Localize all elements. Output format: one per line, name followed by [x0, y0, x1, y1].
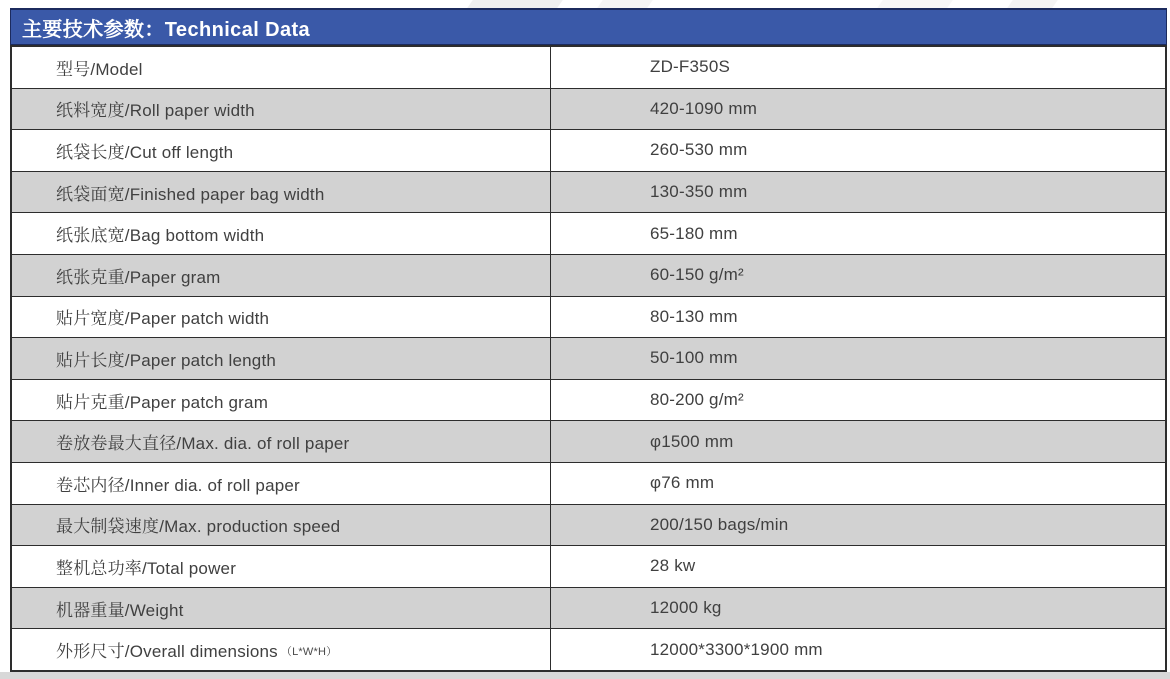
background-decoration — [0, 0, 1170, 8]
spec-label: 纸张克重/Paper gram — [56, 267, 221, 287]
spec-label: 卷放卷最大直径/Max. dia. of roll paper — [56, 434, 350, 454]
table-row-max-roll-diameter — [12, 421, 1165, 463]
spec-value: φ1500 mm — [650, 431, 734, 451]
background-streak — [874, 0, 955, 8]
spec-value-cell — [551, 588, 1165, 629]
spec-label: 外形尺寸/Overall dimensions — [56, 642, 278, 662]
table-row-patch-width — [12, 297, 1165, 339]
spec-label-cell — [12, 130, 551, 171]
table-row-finished-bag-width — [12, 172, 1165, 214]
spec-value: 12000*3300*1900 mm — [650, 639, 823, 659]
spec-label-cell — [12, 255, 551, 296]
spec-label-cell — [12, 338, 551, 379]
table-row-cut-off-length — [12, 130, 1165, 172]
spec-value-cell — [551, 421, 1165, 462]
section-header — [10, 8, 1167, 45]
spec-value-cell — [551, 380, 1165, 421]
spec-value-cell — [551, 546, 1165, 587]
spec-label-cell — [12, 297, 551, 338]
spec-value-cell — [551, 338, 1165, 379]
spec-label-cell — [12, 47, 551, 88]
spec-label-cell — [12, 546, 551, 587]
spec-label: 纸袋长度/Cut off length — [56, 142, 234, 162]
spec-label: 纸袋面宽/Finished paper bag width — [56, 184, 325, 204]
table-row-patch-gram — [12, 380, 1165, 422]
spec-value: 80-130 mm — [650, 306, 738, 326]
table-row-weight — [12, 588, 1165, 630]
spec-value-cell — [551, 629, 1165, 670]
spec-value-cell — [551, 297, 1165, 338]
table-row-model — [12, 47, 1165, 89]
spec-value: 200/150 bags/min — [650, 514, 789, 534]
spec-label-cell — [12, 213, 551, 254]
table-row-total-power — [12, 546, 1165, 588]
spec-value: 60-150 g/m² — [650, 265, 744, 285]
table-row-overall-dimensions — [12, 629, 1165, 670]
spec-label-cell — [12, 463, 551, 504]
table-row-roll-paper-width — [12, 89, 1165, 131]
spec-value-cell — [551, 89, 1165, 130]
spec-label-cell — [12, 172, 551, 213]
spec-value-cell — [551, 172, 1165, 213]
spec-label-cell — [12, 505, 551, 546]
spec-label-suffix: （L*W*H） — [280, 646, 338, 659]
technical-data-table — [10, 45, 1167, 672]
spec-label: 卷芯内径/Inner dia. of roll paper — [56, 475, 300, 495]
table-row-max-production-speed — [12, 505, 1165, 547]
spec-label: 型号/Model — [56, 59, 143, 79]
spec-value: 50-100 mm — [650, 348, 738, 368]
spec-label: 纸料宽度/Roll paper width — [56, 101, 255, 121]
spec-value-cell — [551, 47, 1165, 88]
spec-label-cell — [12, 629, 551, 670]
spec-label-cell — [12, 89, 551, 130]
spec-value: 260-530 mm — [650, 140, 748, 160]
spec-value-cell — [551, 255, 1165, 296]
spec-value-cell — [551, 463, 1165, 504]
table-row-inner-roll-diameter — [12, 463, 1165, 505]
spec-value: 80-200 g/m² — [650, 390, 744, 410]
spec-label: 贴片克重/Paper patch gram — [56, 392, 269, 412]
spec-value: 12000 kg — [650, 598, 722, 618]
table-row-patch-length — [12, 338, 1165, 380]
table-row-bag-bottom-width — [12, 213, 1165, 255]
spec-label-cell — [12, 588, 551, 629]
spec-label-cell — [12, 421, 551, 462]
spec-value-cell — [551, 505, 1165, 546]
page-bottom-margin — [0, 672, 1170, 679]
spec-value: ZD-F350S — [650, 57, 731, 77]
section-title: 主要技术参数：Technical Data — [22, 18, 311, 41]
spec-label: 贴片宽度/Paper patch width — [56, 309, 270, 329]
background-streak — [594, 0, 655, 8]
spec-label: 整机总功率/Total power — [56, 558, 237, 578]
background-streak — [1004, 0, 1060, 8]
spec-label: 最大制袋速度/Max. production speed — [56, 517, 341, 537]
background-streak — [464, 0, 565, 8]
spec-value: 420-1090 mm — [650, 98, 758, 118]
spec-value: 130-350 mm — [650, 182, 748, 202]
table-row-paper-gram — [12, 255, 1165, 297]
spec-value: 28 kw — [650, 556, 696, 576]
spec-label: 贴片长度/Paper patch length — [56, 350, 277, 370]
spec-label: 纸张底宽/Bag bottom width — [56, 226, 265, 246]
spec-value: φ76 mm — [650, 473, 715, 493]
spec-value: 65-180 mm — [650, 223, 738, 243]
spec-label-cell — [12, 380, 551, 421]
spec-value-cell — [551, 130, 1165, 171]
spec-label: 机器重量/Weight — [56, 600, 184, 620]
spec-value-cell — [551, 213, 1165, 254]
